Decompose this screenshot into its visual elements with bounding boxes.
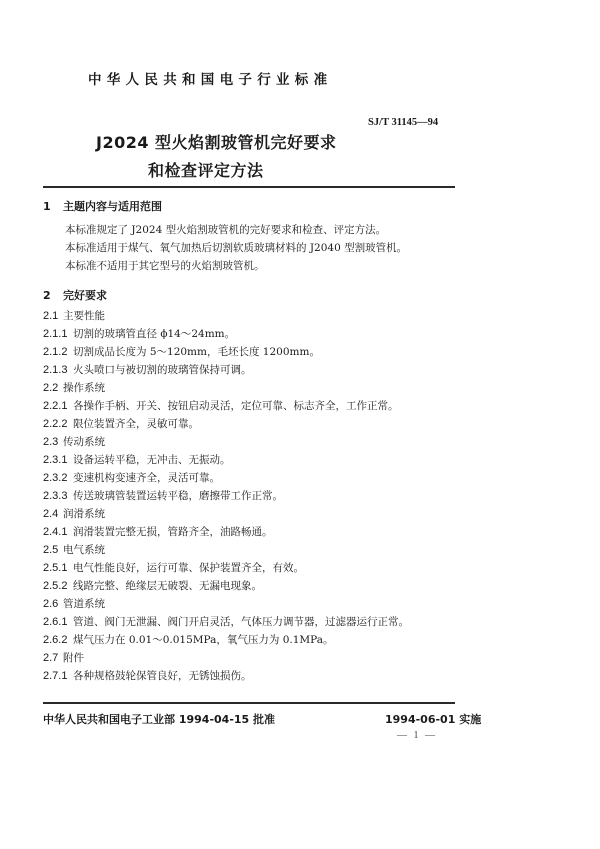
approval-statement: 中华人民共和国电子工业部 1994-04-15 批准 <box>43 713 276 726</box>
clause-item: 2.3.3 传送玻璃管装置运转平稳，磨擦带工作正常。 <box>43 490 283 502</box>
clause-item: 2.5.2 线路完整、绝缘层无破裂、无漏电现象。 <box>43 580 262 592</box>
section-title: 主题内容与适用范围 <box>63 200 162 213</box>
clause-item: 2.1.1 切割的玻璃管直径 ϕ14～24mm。 <box>43 328 236 340</box>
clause-item: 2.1.3 火头喷口与被切割的玻璃管保持可调。 <box>43 364 252 376</box>
clause-item: 2.3 传动系统 <box>43 436 105 448</box>
section-title: 完好要求 <box>63 289 107 302</box>
header-divider <box>43 186 455 188</box>
clause-item: 2.5.1 电气性能良好，运行可靠、保护装置齐全，有效。 <box>43 562 304 574</box>
clause-item: 2.4 润滑系统 <box>43 508 105 520</box>
implementation-date: 1994-06-01 实施 <box>385 713 482 726</box>
clause-item: 2.6.1 管道、阀门无泄漏、阀门开启灵活，气体压力调节器，过滤器运行正常。 <box>43 616 409 628</box>
paragraph: 本标准不适用于其它型号的火焰割玻管机。 <box>65 260 265 272</box>
page-number: — 1 — <box>397 730 437 741</box>
clause-item: 2.4.1 润滑装置完整无损，管路齐全，油路畅通。 <box>43 526 273 538</box>
document-title-line1: J2024 型火焰割玻管机完好要求 <box>96 133 337 152</box>
footer-divider <box>43 702 455 704</box>
clause-item: 2.3.1 设备运转平稳，无冲击、无振动。 <box>43 454 231 466</box>
clause-item: 2.5 电气系统 <box>43 544 105 556</box>
standard-category: 中华人民共和国电子行业标准 <box>88 72 333 88</box>
paragraph: 本标准规定了 J2024 型火焰割玻管机的完好要求和检查、评定方法。 <box>65 224 387 236</box>
clause-item: 2.1 主要性能 <box>43 310 105 322</box>
clause-item: 2.6.2 煤气压力在 0.01～0.015MPa，氧气压力为 0.1MPa。 <box>43 634 334 646</box>
clause-item: 2.2.1 各操作手柄、开关、按钮启动灵活，定位可靠、标志齐全，工作正常。 <box>43 400 399 412</box>
clause-item: 2.3.2 变速机构变速齐全，灵活可靠。 <box>43 472 220 484</box>
clause-item: 2.7.1 各种规格鼓轮保管良好，无锈蚀损伤。 <box>43 670 252 682</box>
standard-code: SJ/T 31145—94 <box>368 117 439 128</box>
clause-item: 2.7 附件 <box>43 652 84 664</box>
section-number: 1 <box>43 200 51 213</box>
paragraph: 本标准适用于煤气、氧气加热后切割软质玻璃材料的 J2040 型割玻管机。 <box>65 242 408 254</box>
clause-item: 2.2.2 限位装置齐全，灵敏可靠。 <box>43 418 199 430</box>
section-heading-2 <box>43 287 107 303</box>
clause-item: 2.6 管道系统 <box>43 598 105 610</box>
clause-item: 2.1.2 切割成品长度为 5～120mm，毛坯长度 1200mm。 <box>43 346 320 358</box>
document-title-line2: 和检查评定方法 <box>148 161 264 180</box>
clause-item: 2.2 操作系统 <box>43 382 105 394</box>
section-number: 2 <box>43 289 51 302</box>
section-heading-1 <box>43 198 162 214</box>
